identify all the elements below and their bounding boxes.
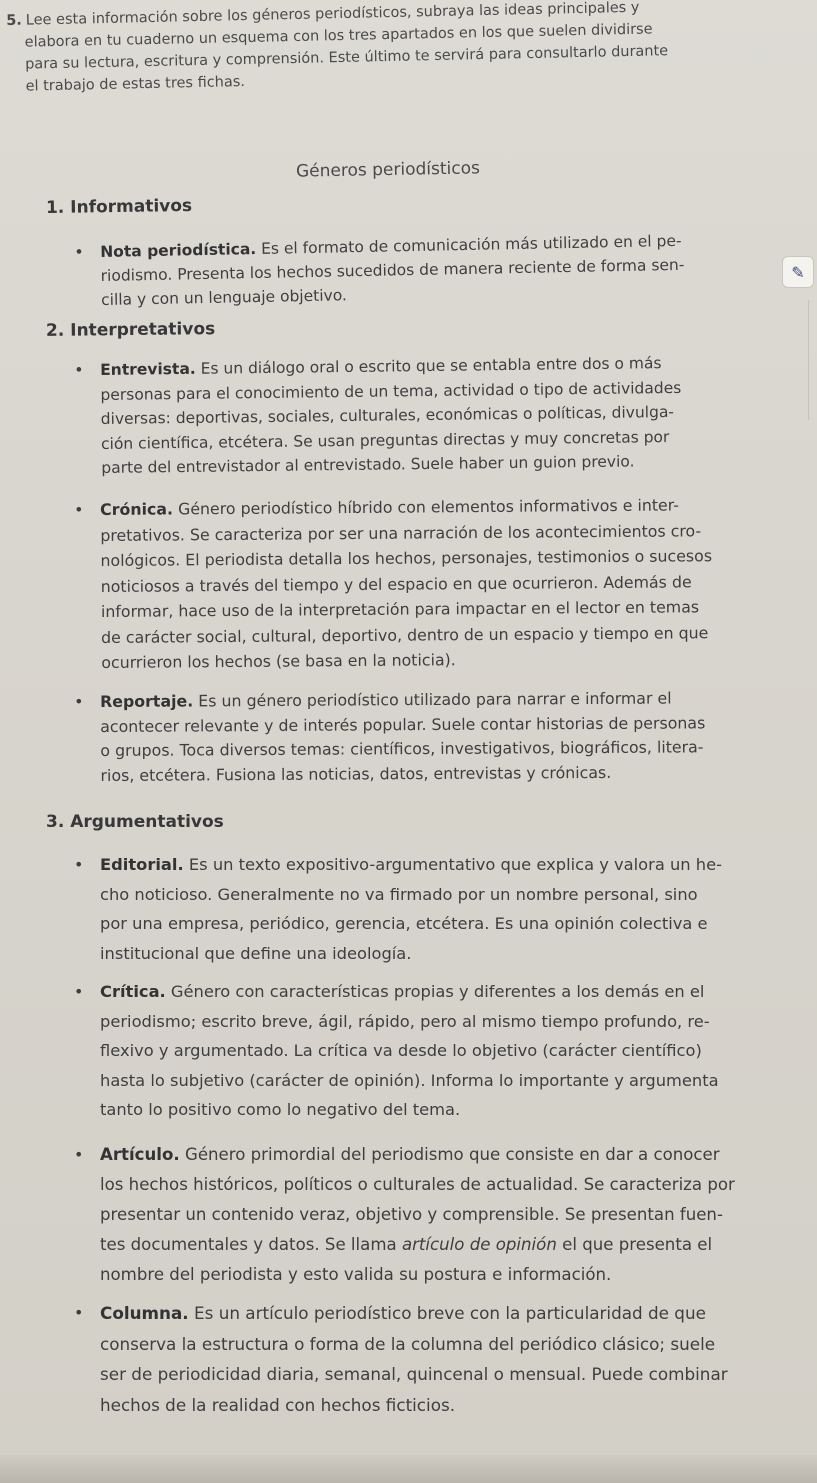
bullet: •	[74, 360, 84, 380]
item-text: flexivo y argumentado. La crítica va desde lo objetivo (carácter científico)	[100, 1041, 702, 1060]
section-heading-argumentativos: 3. Argumentativos	[46, 812, 224, 832]
list-item-entrevista	[74, 351, 682, 481]
item-text: Es un texto expositivo-argumentativo que explica y valora un he-	[183, 855, 723, 874]
page-title: Géneros periodísticos	[295, 158, 481, 182]
item-text: institucional que define una ideología.	[100, 943, 412, 963]
item-term: Crónica.	[100, 499, 174, 519]
list-item-cronica	[74, 492, 713, 675]
item-text: riodismo. Presenta los hechos sucedidos de manera reciente de forma sen-	[100, 255, 685, 285]
item-text: rios, etcétera. Fusiona las noticias, datos, entrevistas y crónicas.	[100, 762, 612, 785]
instructions-line: Lee esta información sobre los géneros periodísticos, subraya las ideas principales y	[25, 0, 640, 29]
bullet: •	[74, 500, 84, 520]
item-term: Editorial.	[100, 855, 184, 874]
list-item-articulo	[74, 1140, 735, 1290]
list-item-editorial	[74, 850, 723, 968]
instructions-line: para su lectura, escritura y comprensión. Este último te servirá para consultarlo durante	[24, 43, 669, 73]
bullet: •	[74, 1303, 84, 1322]
item-text: hechos de la realidad con hechos ficticios.	[100, 1394, 456, 1415]
item-text: acontecer relevante y de interés popular. Suele contar historias de personas	[100, 712, 706, 736]
item-text: ser de periodicidad diaria, semanal, quincenal o mensual. Puede combinar	[100, 1364, 728, 1384]
item-term: Columna.	[100, 1303, 189, 1323]
list-item-reportaje	[74, 686, 706, 788]
instructions-line: elabora en tu cuaderno un esquema con los tres apartados en los que suelen dividirse	[24, 21, 653, 51]
list-item-critica	[74, 977, 719, 1125]
item-text: diversas: deportivas, sociales, culturales, económicas o políticas, divulga-	[100, 402, 675, 428]
bullet: •	[74, 855, 84, 874]
item-text: ción científica, etcétera. Se usan preguntas directas y muy concretas por	[100, 427, 670, 453]
item-text: Género periodístico híbrido con elementos informativos e inter-	[172, 495, 679, 519]
item-text: informar, hace uso de la interpretación para impactar en el lector en temas	[100, 597, 700, 621]
item-text: Es un género periodístico utilizado para narrar e informar el	[193, 688, 672, 711]
page-bottom-edge	[0, 1455, 817, 1483]
instructions-paragraph	[6, 0, 798, 98]
item-text: Es el formato de comunicación más utilizado en el pe-	[256, 231, 682, 259]
item-text: por una empresa, periódico, gerencia, etcétera. Es una opinión colectiva e	[100, 914, 708, 933]
item-text: nombre del periodista y esto valida su postura e información.	[100, 1265, 612, 1284]
item-italic-phrase: artículo de opinión	[401, 1235, 557, 1254]
item-text: tanto lo positivo como lo negativo del tema.	[100, 1100, 461, 1119]
exercise-number: 5.	[6, 12, 23, 29]
item-text: hasta lo subjetivo (carácter de opinión). Informa lo importante y argumenta	[100, 1070, 719, 1090]
margin-marks	[808, 300, 817, 420]
item-text: Es un diálogo oral o escrito que se entabla entre dos o más	[195, 354, 662, 378]
item-text: personas para el conocimiento de un tema, actividad o tipo de actividades	[100, 378, 682, 404]
item-term: Crítica.	[100, 982, 166, 1001]
item-text: nológicos. El periodista detalla los hechos, personajes, testimonios o sucesos	[100, 546, 713, 570]
item-text: Género con características propias y diferentes a los demás en el	[165, 982, 705, 1001]
bullet: •	[74, 1145, 84, 1164]
item-text: presentar un contenido veraz, objetivo y comprensible. Se presentan fuen-	[100, 1205, 723, 1224]
item-text: tes documentales y datos. Se llama	[100, 1235, 402, 1254]
item-text: noticiosos a través del tiempo y del espacio en que ocurrieron. Además de	[100, 571, 692, 596]
item-term: Reportaje.	[100, 691, 194, 711]
instructions-line: el trabajo de estas tres fichas.	[25, 74, 246, 95]
item-text: de carácter social, cultural, deportivo, dentro de un espacio y tiempo en que	[101, 622, 709, 647]
item-term: Entrevista.	[100, 359, 196, 379]
item-text: pretativos. Se caracteriza por ser una narración de los acontecimientos cro-	[100, 520, 702, 545]
section-heading-interpretativos: 2. Interpretativos	[45, 319, 216, 341]
section-heading-informativos: 1. Informativos	[45, 195, 193, 219]
item-term: Artículo.	[100, 1145, 180, 1164]
list-item-columna	[74, 1298, 728, 1420]
bullet: •	[74, 982, 84, 1001]
item-text: conserva la estructura o forma de la columna del periódico clásico; suele	[100, 1333, 716, 1354]
item-term: Nota periodística.	[100, 240, 257, 261]
item-text: los hechos históricos, políticos o culturales de actualidad. Se caracteriza por	[100, 1175, 735, 1194]
item-text: o grupos. Toca diversos temas: científicos, investigativos, biográficos, litera-	[100, 737, 704, 760]
item-text: ocurrieron los hechos (se basa en la noticia).	[101, 650, 456, 672]
pencil-icon: ✎	[782, 256, 814, 288]
item-text: Género primordial del periodismo que consiste en dar a conocer	[179, 1145, 720, 1164]
item-text: Es un artículo periodístico breve con la particularidad de que	[188, 1303, 706, 1323]
item-text: cho noticioso. Generalmente no va firmado por un nombre personal, sino	[100, 884, 698, 904]
bullet: •	[74, 692, 84, 712]
item-text: el que presenta el	[556, 1235, 713, 1254]
item-text: cilla y con un lenguaje objetivo.	[100, 286, 348, 309]
item-text: periodismo; escrito breve, ágil, rápido, pero al mismo tiempo profundo, re-	[100, 1011, 710, 1031]
bullet: •	[74, 242, 84, 262]
list-item-nota-periodistica	[74, 229, 685, 312]
item-text: parte del entrevistador al entrevistado. Suele haber un guion previo.	[101, 452, 635, 477]
